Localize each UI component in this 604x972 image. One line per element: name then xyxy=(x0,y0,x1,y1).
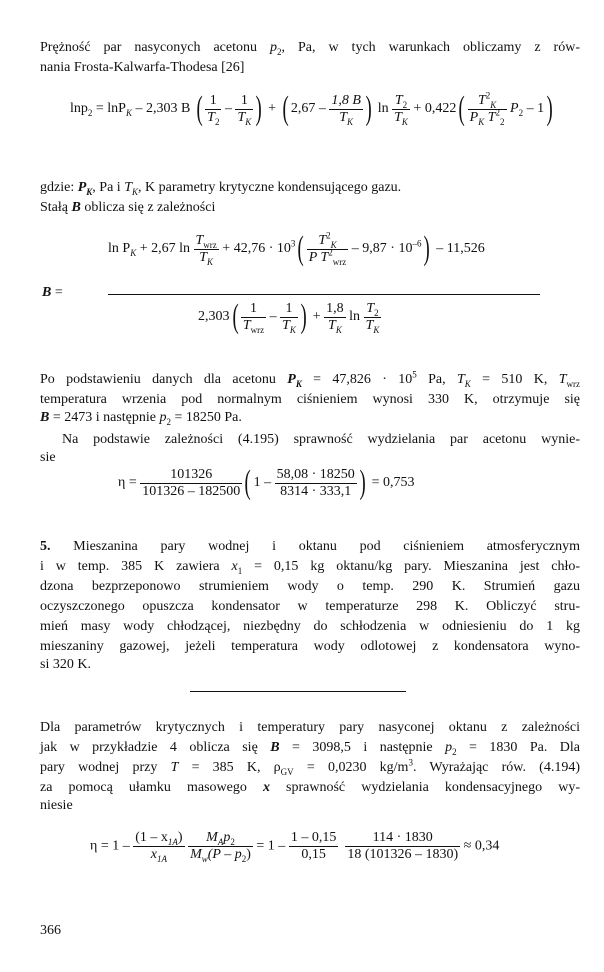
equation-b-denominator: 2,303( $\frac{1}{T_{wrz}}$ – $\frac{1}{T_K}$ ) + $\frac{1,8}{T_K}$ ln $\frac{T_2}{T_K}$ xyxy=(198,298,380,335)
solution-line-3: pary wodnej przy T = 385 K, $\rho_{GV} = 0,0230$ $kg/m^3$. Wyrażając rów. (4.194) xyxy=(40,757,580,777)
problem-line-4: oczyszczonego opuszcza kondensator w temperaturze 298 K. Obliczyć stru- xyxy=(40,599,580,614)
intro-line-2: nania Frosta-Kalwarfa-Thodesa [26] xyxy=(40,60,245,75)
fraction-bar xyxy=(108,294,540,295)
after-line-4: Na podstawie zależności (4.195) sprawność wydzielania par acetonu wynie- xyxy=(62,432,580,447)
after-line-1: Po podstawieniu danych dla acetonu $P_K = 47,826 \cdot 10^5$ Pa, $T_K = 510$ K, $T_{wrz}$ xyxy=(40,369,580,389)
intro-line-1: Prężność par nasyconych acetonu $p_2$, Pa, w tych warunkach obliczamy z rów- xyxy=(40,40,580,57)
after-line-3: B = 2473 i następnie $p_2 = 18250$ Pa. xyxy=(40,410,242,427)
equation-eta-octane: η = 1 – $\frac{(1 - x_{1A})}{x_{1A}}$ $\frac{M_Ap_2}{M_w(P - p_2)}$ = 1 – $\frac{1 - 0,15}{0,15}$ $\frac{114 \cdot 1830}{18 (101326 - 1830)}$ ≈ 0,34 xyxy=(90,830,500,864)
equation-b-label: B = xyxy=(42,285,63,300)
problem-line-2: i w temp. 385 K zawiera $x_1 = 0,15$ kg oktanu/kg pary. Mieszanina jest chło- xyxy=(40,559,581,576)
problem-line-3: dzona bezprzeponowo strumieniem wody o temp. 290 K. Strumień gazu xyxy=(40,579,580,594)
problem-line-1: 5. Mieszanina pary wodnej i oktanu pod ciśnieniem atmosferycznym xyxy=(40,539,580,554)
equation-eta-acetone: η = $\frac{101326}{101326 - 182500}$ ( 1 – $\frac{58,08 \cdot 18250}{8314 \cdot 333,1}$ ) = 0,753 xyxy=(118,464,415,501)
problem-line-6: mieszaniny gazowej, jeżeli temperatura wody odlotowej z kondensatora wyno- xyxy=(40,639,580,654)
equation-b-numerator: $\ln P_K + 2,67$ ln $\frac{T_{wrz}}{T_K}$ + $42,76 \cdot 10^3$( $\frac{T^2_K}{P T^2_{wrz}}$ – $9,87 \cdot 10^{-6}) - 11,526$ xyxy=(108,229,485,267)
equation-fkt: lnp$_2$ = lnP$_K$ – 2,303 B ( $\frac{1}{T_2}$ – $\frac{1}{T_K}$ ) + ( 2,67 – $\frac{1,8 B}{T_K}$ ) ln $\frac{T_2}{T_K}$ + 0,422( $\frac{T^2_K}{P_K T^2_2}$ $P_2 - 1$) xyxy=(70,89,553,127)
solution-line-5: niesie xyxy=(40,798,73,813)
solution-line-1: Dla parametrów krytycznych i temperatury pary nasyconej oktanu z zależności xyxy=(40,720,580,735)
after-line-2: temperatura wrzenia pod normalnym ciśnieniem wynosi 330 K, otrzymuje się xyxy=(40,392,580,407)
solution-line-2: jak w przykładzie 4 oblicza się B = 3098,5 i następnie $p_2 = 1830$ Pa. Dla xyxy=(40,740,581,757)
problem-line-5: mień masy wody chłodzącej, niezbędny do schłodzenia w odniesieniu do 1 kg xyxy=(40,619,580,634)
page-number: 366 xyxy=(40,923,61,938)
where-line-1: gdzie: $P_K$, Pa i $T_K$, K parametry krytyczne kondensującego gazu. xyxy=(40,180,402,197)
where-line-2: Stałą B oblicza się z zależności xyxy=(40,200,216,215)
after-line-5: sie xyxy=(40,450,56,465)
problem-line-7: si 320 K. xyxy=(40,657,91,672)
solution-line-4: za pomocą ułamku masowego x sprawność wydzielania kondensacyjnego wy- xyxy=(40,780,580,795)
section-divider xyxy=(190,691,406,692)
